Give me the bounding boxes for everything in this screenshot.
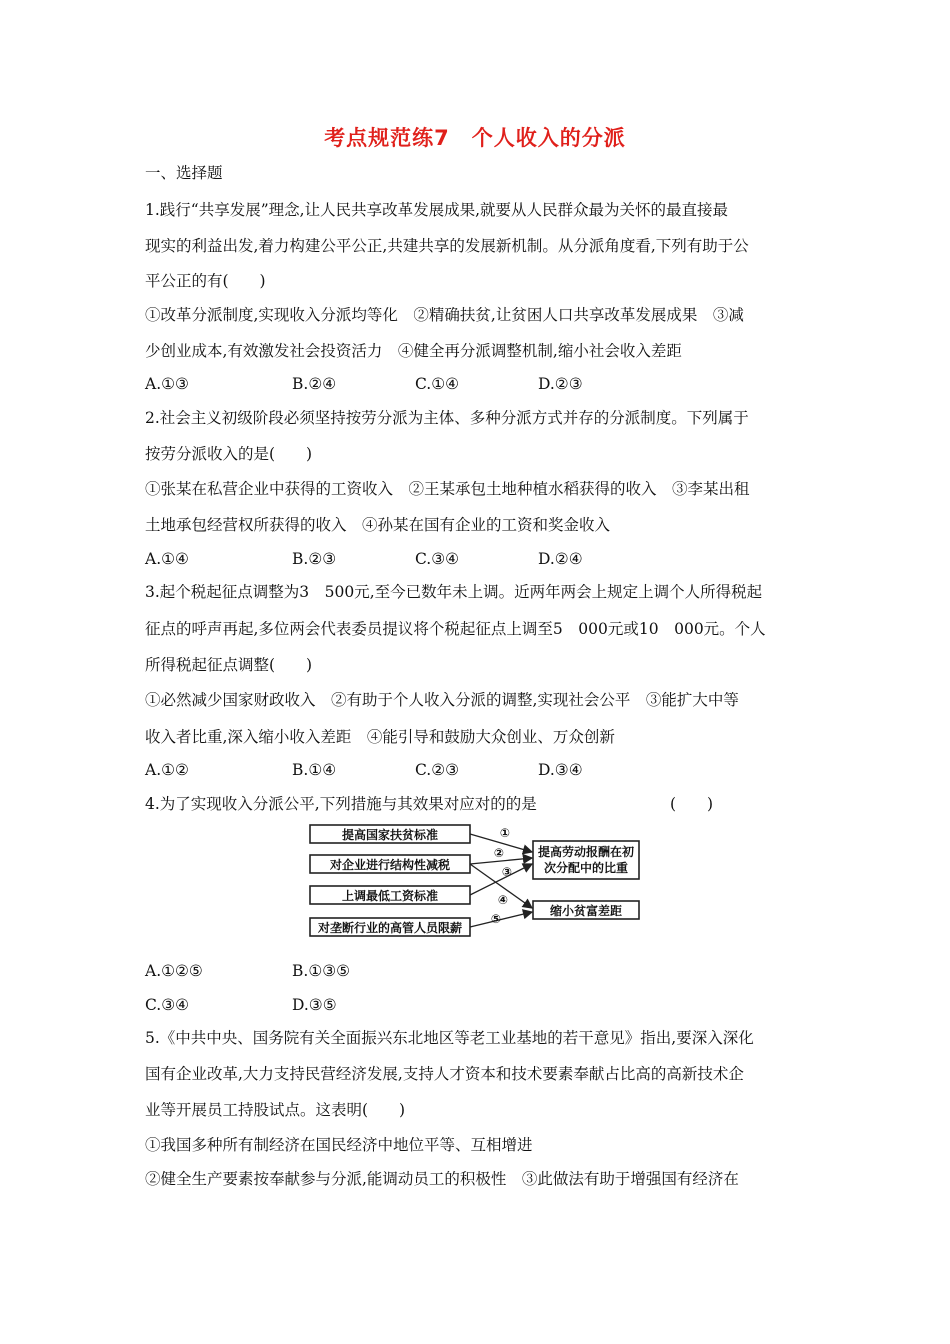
q3-option-c[interactable]: C.②③ [415, 761, 460, 779]
diagram-marker: ① [499, 826, 511, 840]
q4-option-c[interactable]: C.③④ [145, 996, 190, 1014]
section-heading: 一、选择题 [145, 164, 223, 182]
q1-line: 现实的利益出发,着力构建公平公正,共建共享的发展新机制。从分派角度看,下列有助于公 [145, 237, 749, 255]
q2-line: ①张某在私营企业中获得的工资收入 ②王某承包土地种植水稻获得的收入 ③李某出租 [145, 480, 750, 498]
measure-effect-diagram [300, 818, 660, 948]
q1-line: ①改革分派制度,实现收入分派均等化 ②精确扶贫,让贫困人口共享改革发展成果 ③减 [145, 306, 744, 324]
q3-line: 所得税起征点调整( ) [145, 656, 313, 674]
q1-option-b[interactable]: B.②④ [292, 375, 337, 393]
q1-line: 少创业成本,有效激发社会投资活力 ④健全再分派调整机制,缩小社会收入差距 [145, 342, 682, 360]
diagram-right-label: 缩小贫富差距 [549, 904, 623, 918]
q2-option-a[interactable]: A.①④ [145, 550, 189, 568]
q5-line: 5.《中共中央、国务院有关全面振兴东北地区等老工业基地的若干意见》指出,要深入深化 [145, 1029, 754, 1047]
q4-answer-bracket: ( ) [670, 795, 714, 813]
q3-line: 收入者比重,深入缩小收入差距 ④能引导和鼓励大众创业、万众创新 [145, 728, 615, 746]
q5-line: 业等开展员工持股试点。这表明( ) [145, 1101, 406, 1119]
q1-option-c[interactable]: C.①④ [415, 375, 460, 393]
q4-option-d[interactable]: D.③⑤ [292, 996, 337, 1014]
q5-line: ②健全生产要素按奉献参与分派,能调动员工的积极性 ③此做法有助于增强国有经济在 [145, 1170, 739, 1188]
q1-option-d[interactable]: D.②③ [538, 375, 583, 393]
q3-option-d[interactable]: D.③④ [538, 761, 583, 779]
q2-line: 土地承包经营权所获得的收入 ④孙某在国有企业的工资和奖金收入 [145, 516, 611, 534]
q4-option-a[interactable]: A.①②⑤ [145, 962, 203, 980]
q2-option-c[interactable]: C.③④ [415, 550, 460, 568]
q1-line: 平公正的有( ) [145, 272, 266, 290]
q3-line: ①必然减少国家财政收入 ②有助于个人收入分派的调整,实现社会公平 ③能扩大中等 [145, 691, 739, 709]
q3-line: 征点的呼声再起,多位两会代表委员提议将个税起征点上调至5 000元或10 000元。个人 [145, 620, 766, 638]
q1-line: 1.践行“共享发展”理念,让人民共享改革发展成果,就要从人民群众最为关怀的最直接最 [145, 201, 728, 219]
q3-option-b[interactable]: B.①④ [292, 761, 337, 779]
page-title: 考点规范练7 个人收入的分派 [324, 126, 626, 150]
diagram-left-label: 上调最低工资标准 [341, 889, 439, 903]
q2-line: 按劳分派收入的是( ) [145, 445, 313, 463]
q4-option-b[interactable]: B.①③⑤ [292, 962, 351, 980]
diagram-right-label: 提高劳动报酬在初 [537, 845, 635, 859]
diagram-left-label: 对垄断行业的高管人员限薪 [317, 921, 463, 935]
q2-line: 2.社会主义初级阶段必须坚持按劳分派为主体、多种分派方式并存的分派制度。下列属于 [145, 409, 749, 427]
diagram-marker: ⑤ [490, 912, 502, 926]
q2-option-d[interactable]: D.②④ [538, 550, 583, 568]
q5-line: 国有企业改革,大力支持民营经济发展,支持人才资本和技术要素奉献占比高的高新技术企 [145, 1065, 744, 1083]
q5-line: ①我国多种所有制经济在国民经济中地位平等、互相增进 [145, 1136, 533, 1154]
diagram-marker: ④ [497, 893, 509, 907]
diagram-left-label: 提高国家扶贫标准 [341, 828, 439, 842]
q2-option-b[interactable]: B.②③ [292, 550, 337, 568]
q1-option-a[interactable]: A.①③ [145, 375, 189, 393]
diagram-marker: ② [493, 846, 505, 860]
q4-stem: 4.为了实现收入分派公平,下列措施与其效果对应对的的是 [145, 795, 537, 813]
q3-option-a[interactable]: A.①② [145, 761, 189, 779]
diagram-marker: ③ [501, 865, 513, 879]
q3-line: 3.起个税起征点调整为3 500元,至今已数年未上调。近两年两会上规定上调个人所得税起 [145, 583, 763, 601]
diagram-right-label: 次分配中的比重 [543, 861, 629, 875]
diagram-left-label: 对企业进行结构性减税 [329, 858, 451, 872]
